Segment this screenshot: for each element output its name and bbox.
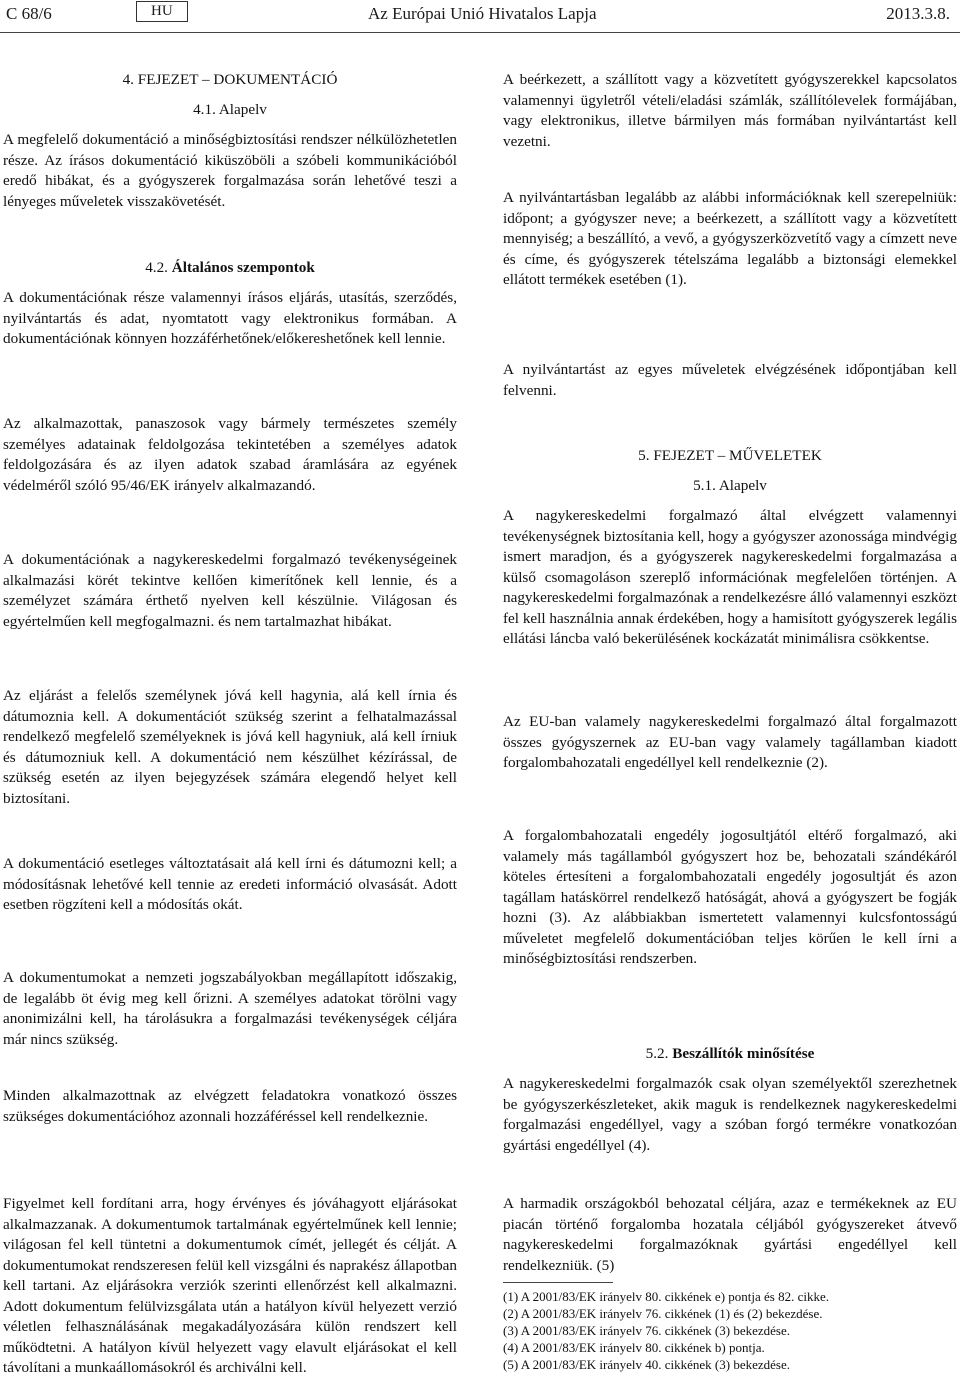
paragraph: Az alkalmazottak, panaszosok vagy bármely természetes személy személyes adatainak feldolgozása tekintetében a személyes adatok feldolgozására és az ilyen adatok szabad áramlására az egyének védelméről szóló 95/46/EK irányelv alkalmazandó. (3, 415, 457, 494)
paragraph: A harmadik országokból behozatal céljára, azaz e termékeknek az EU piacán történő forgalomba hozatala céljából gyógyszereket átvevő nagykereskedelmi forgalmazóknak gyártási engedéllyel kell rendelkezniük. (5) (503, 1195, 957, 1274)
paragraph: A dokumentumokat a nemzeti jogszabályokban megállapított időszakig, de legalább öt évig meg kell őrizni. A személyes adatokat törölni vagy anonimizálni kell, ha tárolásukra a forgalmazási tevékenységek céljára már nincs szükség. (3, 969, 457, 1048)
footnote: (4) A 2001/83/EK irányelv 80. cikkének b) pontja. (503, 1340, 765, 1355)
section-number: 4.2. (145, 259, 168, 276)
paragraph: A megfelelő dokumentáció a minőségbiztosítási rendszer nélkülözhetetlen része. Az írásos dokumentáció kiküszöböli a szóbeli kommunikációból eredő hibákat, és a gyógyszerek forgalmazása során lehetővé teszi a lényeges műveletek visszakövetését. (3, 131, 457, 210)
journal-title: Az Európai Unió Hivatalos Lapja (368, 4, 597, 23)
footnote: (1) A 2001/83/EK irányelv 80. cikkének e) pontja és 82. cikke. (503, 1289, 830, 1304)
section-title: Alapelv (718, 477, 767, 494)
footnote: (2) A 2001/83/EK irányelv 76. cikkének (1) és (2) bekezdése. (503, 1306, 823, 1321)
header-rule (0, 32, 960, 33)
paragraph: Figyelmet kell fordítani arra, hogy érvényes és jóváhagyott eljárásokat alkalmazzanak. A dokumentumok tartalmának egyértelműnek kell lennie; világosan fel kell tüntetni a dokumentumok címét, jellegét és célját. A dokumentumokat rendszeresen felül kell vizsgálni és naprakész állapotban kell tartani. Az eljárásokra verziók szerinti ellenőrzést kell alkalmazni. Adott dokumentum felülvizsgálata után a hatályon kívül helyezett verzió véletlen felhasználásának megakadályozására külön rendszert kell működtetni. A hatályon kívül helyezett vagy elavult eljárásokat el kell távolítani a munkaállomásokról és archiválni kell. (3, 1195, 457, 1376)
chapter-4-heading: 4. FEJEZET – DOKUMENTÁCIÓ (122, 71, 338, 88)
paragraph: Az EU-ban valamely nagykereskedelmi forgalmazó által forgalmazott összes gyógyszernek az EU-ban vagy valamely tagállamban kiadott forgalombahozatali engedéllyel kell rendelkeznie (2). (503, 713, 957, 771)
paragraph: Az eljárást a felelős személynek jóvá kell hagynia, alá kell írnia és dátumoznia kell. A dokumentációt szükség szerint a felhatalmazással rendelkező megfelelő személyeknek is jóvá kell hagyniuk, alá kell írniuk és dátumozniuk kell. A dokumentáció nem készülhet kézírással, de szükség esetén az ilyen bejegyzések számára elegendő helyet kell biztosítani. (3, 687, 457, 807)
footnote-rule (503, 1282, 613, 1283)
section-number: 5.2. (645, 1045, 669, 1062)
section-title: Alapelv (218, 101, 267, 118)
chapter-5-heading: 5. FEJEZET – MŰVELETEK (638, 447, 822, 464)
footnote: (3) A 2001/83/EK irányelv 76. cikkének (3) bekezdése. (503, 1323, 790, 1338)
page-number: C 68/6 (6, 4, 52, 23)
section-5-1-heading (503, 476, 957, 496)
paragraph: A nyilvántartást az egyes műveletek elvégzésének időpontjában kell felvenni. (503, 361, 957, 399)
issue-date: 2013.3.8. (886, 4, 950, 23)
paragraph: A dokumentációnak része valamennyi írásos eljárás, utasítás, szerződés, nyilvántartás és adat, nyomtatott vagy elektronikus formában. A dokumentációnak könnyen hozzáférhetőnek/előkereshetőnek kell lennie. (3, 289, 457, 347)
section-title: Általános szempontok (171, 259, 315, 276)
language-badge: HU (136, 1, 188, 22)
paragraph: A nagykereskedelmi forgalmazók csak olyan személyektől szerezhetnek be gyógyszerkészleteket, akik maguk is rendelkeznek nagykereskedelmi forgalmazási engedéllyel, vagy a szóban forgó termékre vonatkozóan gyártási engedéllyel (4). (503, 1075, 957, 1154)
section-title: Beszállítók minősítése (672, 1045, 815, 1062)
paragraph: A dokumentációnak a nagykereskedelmi forgalmazó tevékenységeinek alkalmazási körét tekintve kellően kimerítőnek kell lennie, és a személyzet számára érthető nyelven kell készülnie. Világosan és egyértelműen kell megfogalmazni. és nem tartalmazhat hibákat. (3, 551, 457, 630)
section-5-2-heading (503, 1044, 957, 1064)
section-number: 5.1. (693, 477, 716, 494)
paragraph: Minden alkalmazottnak az elvégzett feladatokra vonatkozó összes szükséges dokumentációhoz azonnali hozzáféréssel kell rendelkeznie. (3, 1087, 457, 1125)
section-4-1-heading (3, 100, 457, 120)
paragraph: A forgalombahozatali engedély jogosultjától eltérő forgalmazó, aki valamely más tagállamból gyógyszert hoz be, behozatali szándékáról köteles értesíteni a forgalombahozatali engedély jogosultját és azon tagállam hatáskörrel rendelkező hatóságát, ahová a gyógyszert be fogják hozni (3). Az alábbiakban ismertetett valamennyi kulcsfontosságú műveletet megfelelő dokumentációban teljes körűen le kell írni a minőségbiztosítási rendszerben. (503, 827, 957, 967)
paragraph: A beérkezett, a szállított vagy a közvetített gyógyszerekkel kapcsolatos valamennyi ügyletről vételi/eladási számlák, szállítólevelek formájában, vagy elektronikus, illetve bármilyen más formában nyilvántartást kell vezetni. (503, 71, 957, 150)
paragraph: A nyilvántartásban legalább az alábbi információknak kell szerepelniük: időpont; a gyógyszer neve; a beérkezett, a szállított vagy a közvetített mennyiség; a beszállító, a vevő, a gyógyszerközvetítő vagy a címzett neve és címe, és gyógyszerek tételszáma legalább a biztonsági elemekkel ellátott termékek esetében (1). (503, 189, 957, 288)
page-header (0, 0, 960, 30)
footnote: (5) A 2001/83/EK irányelv 40. cikkének (3) bekezdése. (503, 1357, 790, 1372)
paragraph: A dokumentáció esetleges változtatásait alá kell írni és dátumozni kell; a módosításnak lehetővé kell tennie az eredeti információ olvasását. Adott esetben rögzíteni kell a módosítás okát. (3, 855, 457, 913)
footnotes (503, 1288, 957, 1373)
section-4-2-heading (3, 258, 457, 278)
paragraph: A nagykereskedelmi forgalmazó által elvégzett valamennyi tevékenységnek biztosítania kell, hogy a gyógyszer azonossága mindvégig ismert maradjon, és a gyógyszerek nagykereskedelmi forgalmazása a külső csomagoláson szereplő információnak megfelelően történjen. A nagykereskedelmi forgalmazónak a rendelkezésre álló valamennyi eszközt fel kell használnia annak érdekében, hogy a hamisított gyógyszerek legális ellátási láncba való bekerülésének kockázatát minimálisra csökkentse. (503, 507, 957, 647)
section-number: 4.1. (193, 101, 216, 118)
